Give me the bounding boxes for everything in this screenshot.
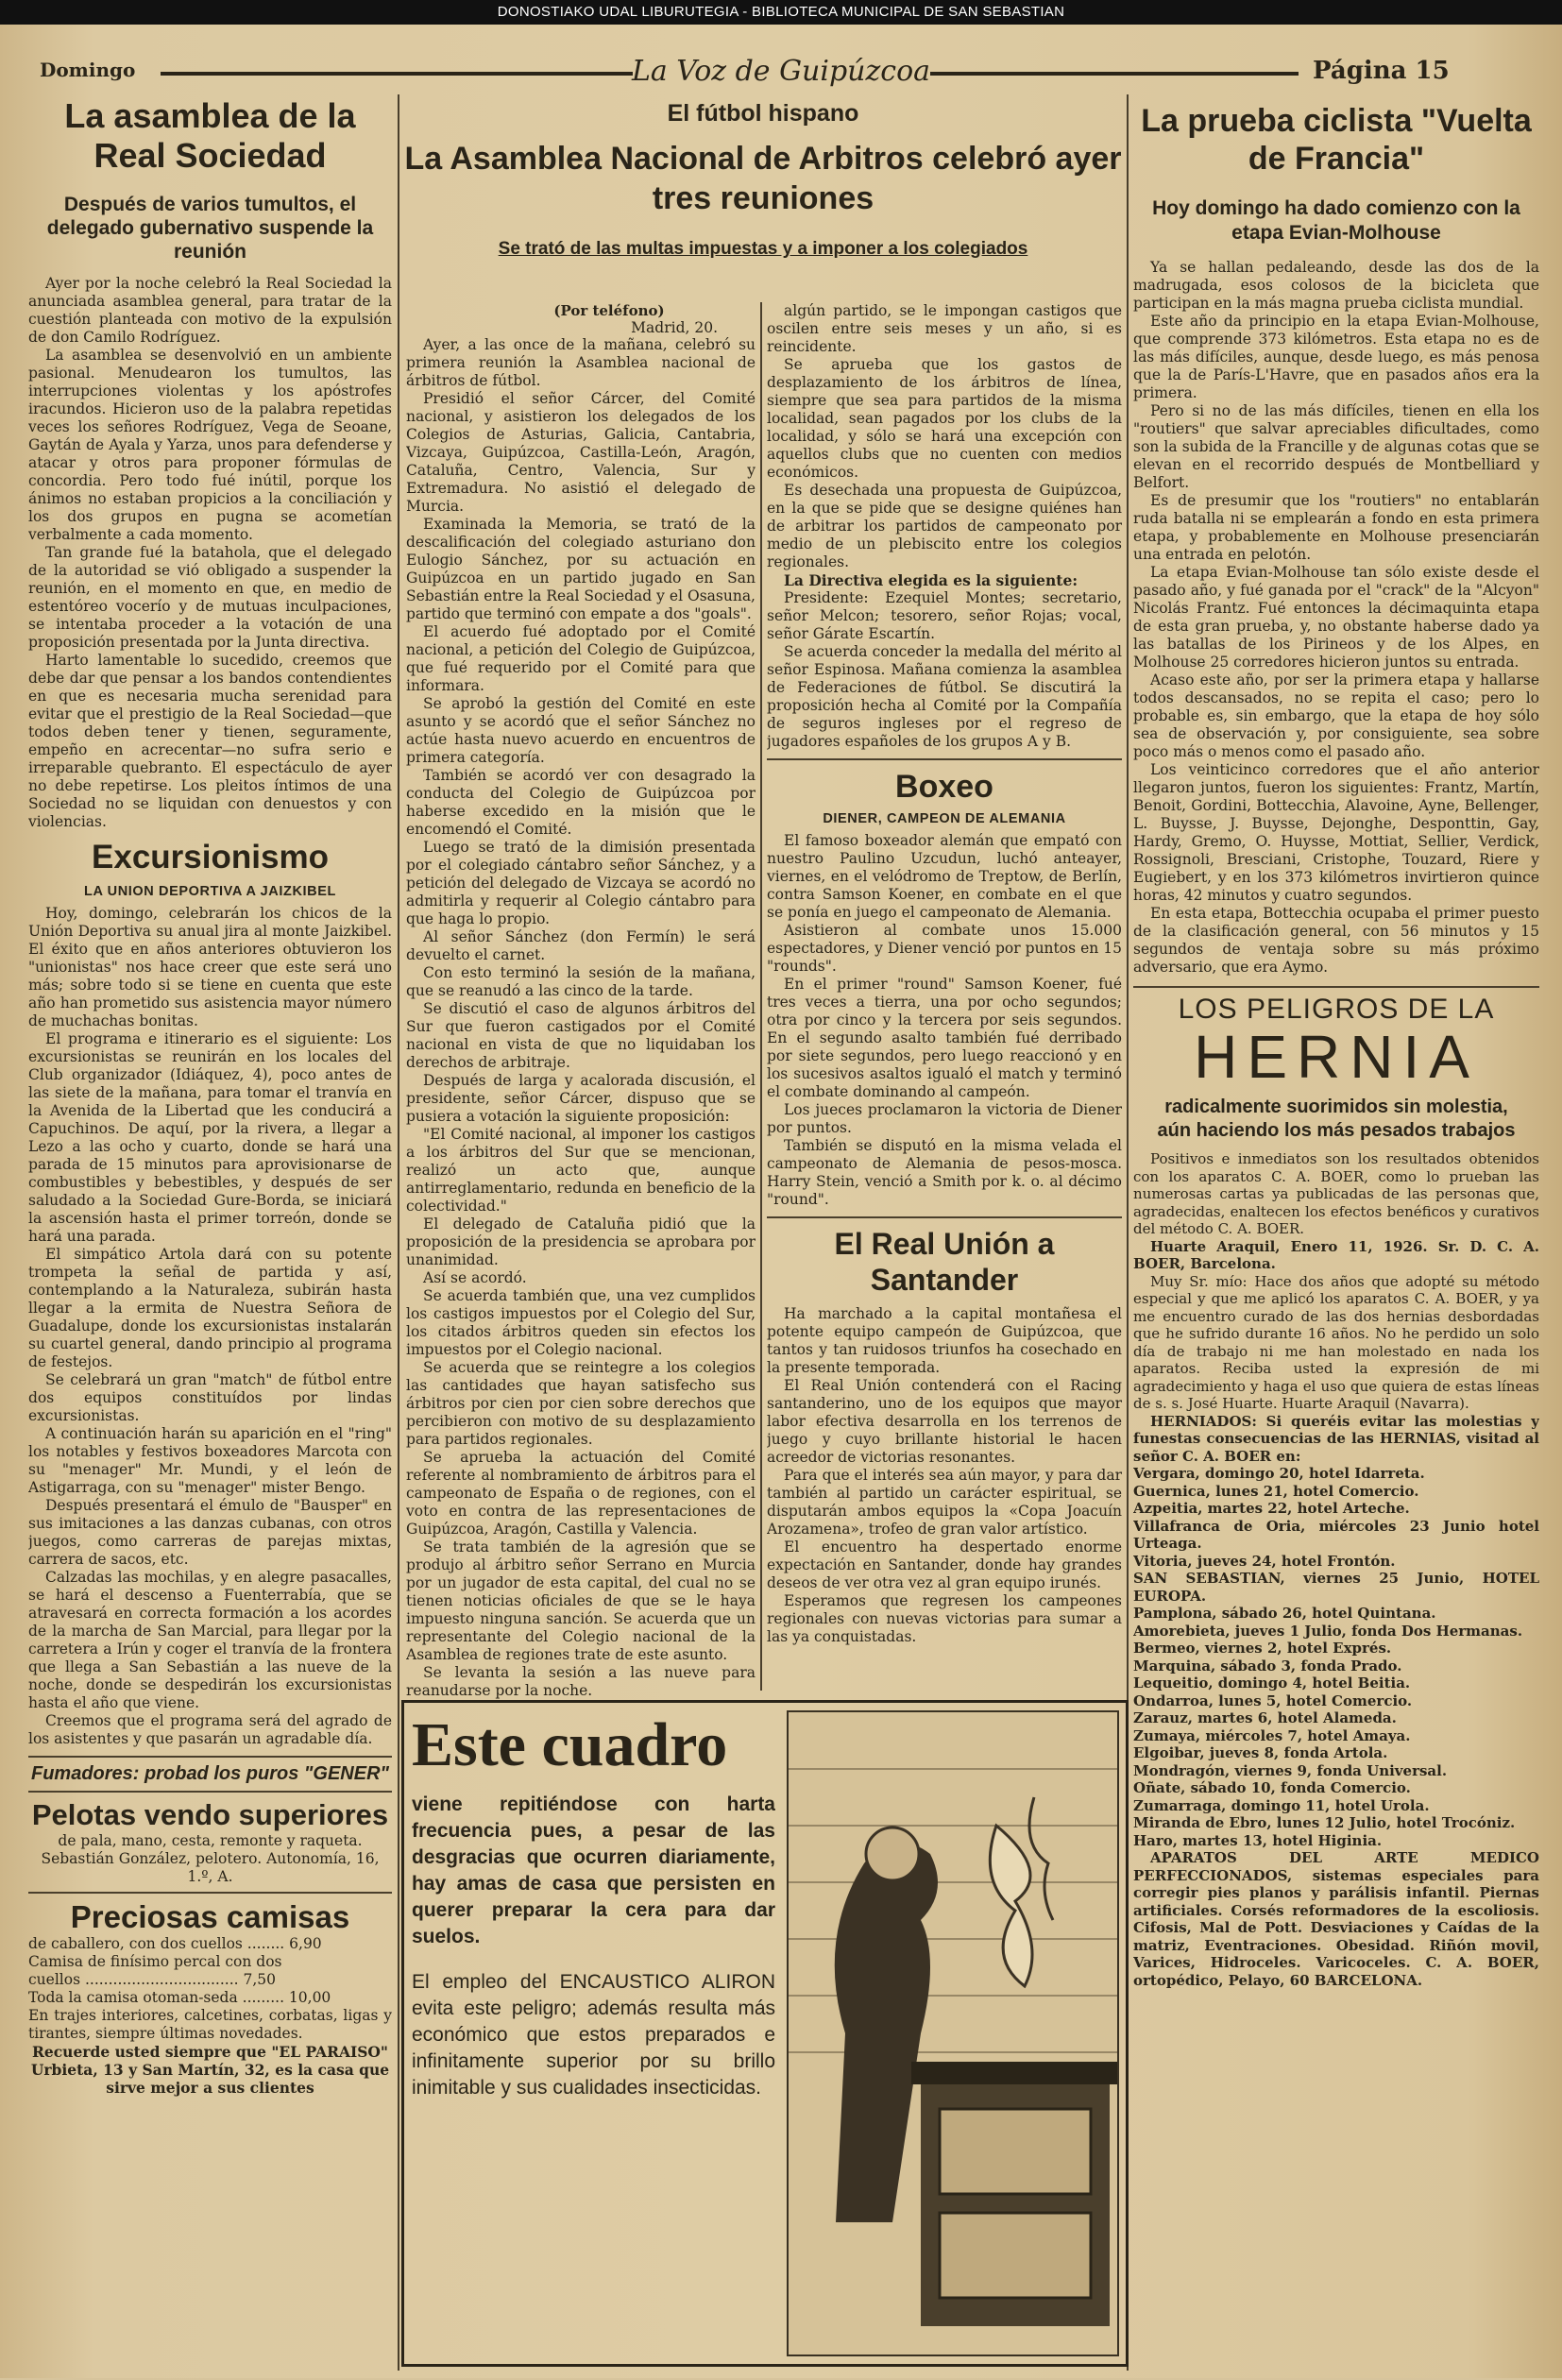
ad-line: de caballero, con dos cuellos ........ 6,90 — [28, 1935, 322, 1952]
column-2 — [406, 302, 756, 1700]
library-banner: DONOSTIAKO UDAL LIBURUTEGIA - BIBLIOTECA MUNICIPAL DE SAN SEBASTIAN — [0, 0, 1562, 25]
article-vuelta-francia — [1133, 259, 1539, 977]
ad-line: Zarauz, martes 6, hotel Alameda. — [1133, 1709, 1397, 1726]
article-real-union — [767, 1305, 1122, 1646]
ad-line: Miranda de Ebro, lunes 12 Julio, hotel Trocóniz. — [1133, 1814, 1516, 1831]
ad-line: Guernica, lunes 21, hotel Comercio. — [1133, 1482, 1419, 1500]
paragraph: Examinada la Memoria, se trató de la descalificación del colegiado asturiano don Eulogio Sánchez, por su actuación en Guipúzcoa en un partido jugado en San Sebastián entre la Real Sociedad y el Osasuna, partido que terminó con empate a dos "goals". — [406, 516, 756, 622]
paragraph: Es de presumir que los "routiers" no entablarán ruda batalla ni se emplearán a fondo en esta primera etapa, y probablemente en Molhouse presenciarán una entrada en pelotón. — [1133, 492, 1539, 563]
headline-real-union: El Real Unión a Santander — [834, 1227, 1055, 1297]
paragraph: El acuerdo fué adoptado por el Comité nacional, a petición del Colegio de Guipúzcoa, que fué requerido por el Comité para que informara. — [406, 623, 756, 694]
ad-encaustico-body2: El empleo del ENCAUSTICO ALIRON evita este peligro; además resulta más económico que estos preparados e infinitamente superior por su brillo inimitable y sus cualidades insecticidas. — [412, 1971, 775, 2099]
ad-line: Villafranca de Oria, miércoles 23 Junio hotel Urteaga. — [1133, 1517, 1539, 1552]
paragraph: Los jueces proclamaron la victoria de Diener por puntos. — [767, 1101, 1122, 1136]
headline-vuelta-francia: La prueba ciclista "Vuelta de Francia" — [1141, 103, 1532, 177]
ad-hernia-title-2: HERNIA — [1194, 1023, 1479, 1091]
paragraph: APARATOS DEL ARTE MEDICO PERFECCIONADOS, sistemas especiales para corregir pies planos y parálisis infantil. Piernas artificiales. Corsés reformadores de la escoliosis. Cifosis, Mal de Pott. Desviaciones y Caídas de la matriz, Eventraciones. Obesidad. Riñón movil, Varices, Hidroceles. Varicoceles. C. A. BOER, ortopédico, Pelayo, 60 BARCELONA. — [1133, 1849, 1539, 1989]
ad-line: Marquina, sábado 3, fonda Prado. — [1133, 1657, 1402, 1674]
headline-boxeo: Boxeo — [895, 769, 993, 805]
paragraph: Se acuerda conceder la medalla del mérito al señor Espinosa. Mañana comienza la asamblea de Federaciones de fútbol. Se discutirá la proposición hecha al Comité por la Compañía de seguros ingleses por el regreso de jugadores españoles de los grupos A y B. — [767, 643, 1122, 750]
paragraph: Este año da principio en la etapa Evian-Molhouse, que comprende 373 kilómetros. Esta etapa no es de las más difíciles, aunque, desde luego, es más penosa que la de París-L'Havre, que en pasados años era la primera. — [1133, 313, 1539, 401]
futbol-header — [404, 94, 1122, 298]
divider — [28, 1791, 392, 1793]
paragraph: Asistieron al combate unos 15.000 espectadores, y Diener venció por puntos en 15 "rounds". — [767, 922, 1122, 975]
ad-encaustico-body1: viene repitiéndose con harta frecuencia pues, a pesar de las desgracias que ocurren diariamente, hay amas de casa que persisten en querer preparar la cera para dar suelos. — [412, 1794, 775, 1947]
ad-camisas-body — [28, 1935, 392, 2097]
ad-line: SAN SEBASTIAN, viernes 25 Junio, HOTEL EUROPA. — [1133, 1570, 1539, 1605]
ad-line: Pamplona, sábado 26, hotel Quintana. — [1133, 1605, 1436, 1622]
paragraph: Se levanta la sesión a las nueve para reanudarse por la noche. — [406, 1664, 756, 1699]
article-boxeo — [767, 832, 1122, 1209]
paragraph: La etapa Evian-Molhouse tan sólo existe desde el pasado año, y fué ganada por el "crack" de la "Alcyon" Nicolás Frantz. Fué entonces la décimaquinta etapa de esta gran prueba, y, no obstante haberse dado ya las batallas de los Pirineos y de los Alpes, en Molhouse 25 corredores hicieron juntos su entrada. — [1133, 564, 1539, 671]
subheadline-real-sociedad: Después de varios tumultos, el delegado gubernativo suspende la reunión — [46, 194, 374, 263]
paragraph: Acaso este año, por ser la primera etapa y hallarse todos descansados, no se repita el caso; pero lo probable es, sin embargo, que la etapa de hoy sólo sea de observación y, por consiguiente, sea sobre poco más o menos como el pasado año. — [1133, 672, 1539, 760]
ad-illustration — [787, 1710, 1119, 2356]
ad-pelotas-title: Pelotas vendo superiores — [31, 1798, 389, 1831]
paragraph: Se celebrará un gran "match" de fútbol entre dos equipos constituídos por lindas excursionistas. — [28, 1371, 392, 1424]
paragraph: Huarte Araquil, Enero 11, 1926. Sr. D. C. A. BOER, Barcelona. — [1133, 1237, 1539, 1272]
paragraph: Esperamos que regresen los campeones regionales con nuevas victorias para sumar a las ya conquistadas. — [767, 1592, 1122, 1645]
paragraph: Se acuerda también que, una vez cumplidos los castigos impuestos por el Colegio del Sur, los citados árbitros queden sin efectos los impuestos por el Colegio nacional. — [406, 1287, 756, 1358]
paragraph: Creemos que el programa será del agrado de los asistentes y que pasarán un agradable día. — [28, 1712, 392, 1747]
paragraph: Pero si no de las más difíciles, tienen en ella los "routiers" que salvar apreciables dificultades, como son la subida de la Francille y de algunas cotas que se elevan en el recorrido después de Montbelliard y Belfort. — [1133, 402, 1539, 491]
ad-line: Zumaya, miércoles 7, hotel Amaya. — [1133, 1726, 1411, 1744]
ad-line: Toda la camisa otoman-seda ......... 10,00 — [28, 1989, 331, 2006]
newspaper-name: La Voz de Guipúzcoa — [631, 55, 931, 88]
paragraph: También se acordó ver con desagrado la conducta del Colegio de Guipúzcoa por haberse excedido en la misión que le encomendó el Comité. — [406, 767, 756, 838]
paragraph: Ha marchado a la capital montañesa el potente equipo campeón de Guipúzcoa, que tantos y tan ruidosos triunfos ha cosechado en la presente temporada. — [767, 1305, 1122, 1376]
ad-line: Mondragón, viernes 9, fonda Universal. — [1133, 1761, 1448, 1779]
paragraph: Harto lamentable lo sucedido, creemos que debe dar que pensar a los bandos contendientes en que es necesaria mucha serenidad para evitar que el prestigio de la Real Sociedad—que todos deben tener y tienen, seguramente, empeño en acrecentar—no sufra serio e irreparable quebranto. El espectáculo de ayer no debe repetirse. Los pleitos íntimos de una Sociedad no se liquidan con denuestos y con violencias. — [28, 652, 392, 830]
masthead — [0, 55, 1562, 87]
paragraph: Así se acordó. — [423, 1269, 527, 1286]
ad-hernia-body — [1133, 1150, 1539, 1989]
paragraph: La asamblea se desenvolvió en un ambiente pasional. Menudearon los tumultos, las interrupciones violentas y los apóstrofes iracundos. Hicieron uso de la palabra repetidas veces los señores Rodríguez, Vega de Seoane, Gaytán de Ayala y Yarza, unos para defenderse y atacar y otros para proponer fórmulas de concordia. Pero todo fué inútil, porque los ánimos no estaban propicios a la conciliación y los dos grupos en pugna se acometían verbalmente a cada momento. — [28, 347, 392, 543]
paragraph: Se discutió el caso de algunos árbitros del Sur que fueron castigados por el Comité nacional en vista de que no liquidaban los derechos de arbitraje. — [406, 1000, 756, 1071]
paragraph: Se aprueba la actuación del Comité referente al nombramiento de árbitros para el campeonato de España o de regiones, con el voto en contra de las representaciones de Guipúzcoa, Aragón, Castilla y Valencia. — [406, 1449, 756, 1538]
ad-line: Vergara, domingo 20, hotel Idarreta. — [1133, 1465, 1425, 1482]
ad-line: cuellos ................................. 7,50 — [28, 1971, 276, 1988]
divider — [1133, 986, 1539, 988]
place-date: Madrid, 20. — [631, 319, 718, 336]
ad-line: Vitoria, jueves 24, hotel Frontón. — [1133, 1552, 1396, 1570]
paragraph: Luego se trató de la dimisión presentada por el colegiado cántabro señor Sánchez, y a petición del delegado de Vizcaya se acordó no admitirla y requerir al Colegio cántabro para que haga lo propio. — [406, 839, 756, 927]
paragraph: El delegado de Cataluña pidió que la proposición de la presidencia se aprobara por unanimidad. — [406, 1216, 756, 1268]
ad-line: Zumarraga, domingo 11, hotel Urola. — [1133, 1796, 1430, 1814]
ad-line: En trajes interiores, calcetines, corbatas, ligas y tirantes, siempre últimas novedades. — [28, 2007, 392, 2042]
paragraph: El encuentro ha despertado enorme expectación en Santander, donde hay grandes deseos de ver otra vez al gran equipo irunés. — [767, 1538, 1122, 1591]
ad-hernia-subtitle: radicalmente suorimidos sin molestia, aún haciendo los más pesados trabajos — [1157, 1096, 1516, 1141]
paragraph: Ya se hallan pedaleando, desde las dos de la madrugada, esos colosos de la bicicleta que participan en la más magna prueba ciclista mundial. — [1133, 259, 1539, 312]
paragraph: Tan grande fué la batahola, que el delegado de la autoridad se vió obligado a suspender la reunión, en el momento en que, en medio de estentóreo vocerío y de mutuas inculpaciones, se intentaba proceder a la votación de una proposición presentada por la Junta directiva. — [28, 544, 392, 651]
paragraph: Calzadas las mochilas, y en alegre pasacalles, se hará el descenso a Fuenterrabía, que se atravesará en correcta formación a los acordes de la marcha de San Marcial, para llegar por la carretera a Irún y coger el tranvía de la frontera que llega a San Sebastián a las nueve de la noche, donde se despedirán los excursionistas hasta el año que viene. — [28, 1569, 392, 1711]
subheadline-arbitros: Se trató de las multas impuestas y a imponer a los colegiados — [498, 239, 1028, 259]
divider — [767, 758, 1122, 760]
paragraph: Se aprobó la gestión del Comité en este asunto y se acordó que el señor Sánchez no actúe hasta nuevo acuerdo en encuentros de primera categoría. — [406, 695, 756, 766]
ad-line: Camisa de finísimo percal con dos — [28, 1953, 282, 1970]
paragraph: A continuación harán su aparición en el "ring" los notables y festivos boxeadores Marcota con su "menager" Mr. Mundi, y el león de Astigarraga, con su "menager" mister Bengo. — [28, 1425, 392, 1496]
ad-hernia-title-1: LOS PELIGROS DE LA — [1178, 994, 1495, 1025]
ad-pelotas-body: de pala, mano, cesta, remonte y raqueta. Sebastián González, pelotero. Autonomía, 16, 1.º, A. — [41, 1832, 380, 1885]
kitchen-fire-illustration — [789, 1712, 1117, 2354]
divider — [28, 1892, 392, 1894]
ad-line: Ondarroa, lunes 5, hotel Comercio. — [1133, 1692, 1413, 1709]
ad-line: Haro, martes 13, hotel Higinia. — [1133, 1831, 1383, 1849]
page-number: Página 15 — [1313, 57, 1450, 85]
subheadline-vuelta-francia: Hoy domingo ha dado comienzo con la etapa Evian-Molhouse — [1152, 197, 1520, 244]
ad-gener: Fumadores: probad los puros "GENER" — [30, 1763, 389, 1784]
subhead-union-deportiva: LA UNION DEPORTIVA A JAIZKIBEL — [84, 884, 336, 899]
article-arbitros-cont — [767, 302, 1122, 751]
paragraph: En el primer "round" Samson Koener, fué tres veces a tierra, una por ocho segundos; otra por cinco y la tercera por seis segundos. En el segundo asalto también fué derribado por siete segundos, pero luego reaccionó y en los sucesivos asaltos igualó el match y terminó el combate dominando al campeón. — [767, 976, 1122, 1100]
column-divider — [398, 94, 399, 2371]
ad-line: Recuerde usted siempre que "EL PARAISO" Urbieta, 13 y San Martín, 32, es la casa que sirve mejor a sus clientes — [30, 2043, 390, 2097]
ad-encaustico — [401, 1700, 1129, 2367]
ad-encaustico-title: Este cuadro — [412, 1710, 728, 1779]
masthead-left: Domingo — [40, 59, 136, 81]
paragraph: El programa e itinerario es el siguiente: Los excursionistas se reunirán en los locales del Club organizador (Idiáquez, 4), poco antes de las siete de la mañana, para tomar el tranvía en la Avenida de la Libertad que les conducirá a Capuchinos. De aquí, por la rivera, a llegar a Lezo a las ocho y cuarto, donde se hará una parada de 15 minutos para aprovisionarse de combustibles y bebestibles, y después de ser saludado a la Sociedad Gure-Borda, se iniciará la ascensión hasta el primer torreón, donde se hará una parada. — [28, 1030, 392, 1245]
paragraph: Se aprueba que los gastos de desplazamiento de los árbitros de línea, siempre que sea para partidos de la misma localidad, sean pagados por los clubs de la localidad, y sólo se hará una excepción con aquellos clubs que no cuenten con medios económicos. — [767, 356, 1122, 481]
paragraph: El Real Unión contenderá con el Racing santanderino, uno de los equipos que mayor labor efectiva desarrolla en los terrenos de juego y cuyo brillante historial le hacen acreedor de victorias resonantes. — [767, 1377, 1122, 1466]
column-divider — [760, 302, 762, 1691]
paragraph: La Directiva elegida es la siguiente: — [784, 571, 1078, 589]
paragraph: Ayer, a las once de la mañana, celebró su primera reunión la Asamblea nacional de árbitros de fútbol. — [406, 336, 756, 389]
subhead-diener: DIENER, CAMPEON DE ALEMANIA — [823, 811, 1066, 826]
ad-line: Amorebieta, jueves 1 Julio, fonda Dos Hermanas. — [1133, 1622, 1523, 1640]
divider — [767, 1216, 1122, 1218]
paragraph: En esta etapa, Bottecchia ocupaba el primer puesto de la clasificación general, con 56 minutos y 15 segundos de ventaja sobre su más próximo adversario, que era Aymo. — [1133, 905, 1539, 976]
paragraph: Para que el interés sea aún mayor, y para dar también al partido un carácter espiritual, se disputarán ambos equipos la «Copa Joacuín Arozamena», trofeo de gran valor artístico. — [767, 1467, 1122, 1538]
paragraph: Positivos e inmediatos son los resultados obtenidos con los aparatos C. A. BOER, como lo prueban las numerosas cartas ya publicadas de las personas que, agradecidas, enaltecen los efectos benéficos y curativos del método C. A. BOER. — [1133, 1150, 1539, 1237]
paragraph: algún partido, se le impongan castigos que oscilen entre seis meses y un año, si es reincidente. — [767, 302, 1122, 355]
paragraph: Después de larga y acalorada discusión, el presidente, señor Cárcer, dispuso que se pusiera a votación la siguiente proposición: — [406, 1072, 756, 1125]
column-3 — [767, 302, 1122, 1700]
paragraph: El famoso boxeador alemán que empató con nuestro Paulino Uzcudun, luchó anteayer, viernes, en el velódromo de Treptow, de Berlín, contra Samson Koener, en combate en el que se ponía en juego el campeonato de Alemania. — [767, 832, 1122, 921]
article-real-sociedad — [28, 275, 392, 831]
headline-arbitros: La Asamblea Nacional de Arbitros celebró ayer tres reuniones — [404, 141, 1122, 216]
masthead-rule-right — [930, 72, 1299, 76]
paragraph: También se disputó en la misma velada el campeonato de Alemania de pesos-mosca. Harry Stein, venció a Smith por k. o. al décimo "round". — [767, 1137, 1122, 1208]
column-1 — [28, 94, 392, 2380]
paragraph: HERNIADOS: Si queréis evitar las molestias y funestas consecuencias de las HERNIAS, visitad al señor C. A. BOER en: — [1133, 1412, 1539, 1465]
paragraph: Después presentará el émulo de "Bausper" en sus imitaciones a las danzas cubanas, con otros juegos, como carreras de parejas mixtas, carrera de sacos, etc. — [28, 1497, 392, 1568]
column-4 — [1133, 94, 1539, 2380]
ad-encaustico-text — [412, 1710, 775, 2353]
paragraph: Con esto terminó la sesión de la mañana, que se reanudó a las cinco de la tarde. — [406, 964, 756, 999]
ad-line: Lequeitio, domingo 4, hotel Beitia. — [1133, 1674, 1411, 1692]
ad-line: Elgoibar, jueves 8, fonda Artola. — [1133, 1744, 1388, 1761]
paragraph: Presidió el señor Cárcer, del Comité nacional, y asistieron los delegados de los Colegios de Asturias, Galicia, Cantabria, Vizcaya, Guipúzcoa, Castilla-León, Aragón, Cataluña, Centro, Valencia, Sur y Extremadura. No asistió el delegado de Murcia. — [406, 390, 756, 515]
article-excursionismo — [28, 905, 392, 1748]
dateline: (Por teléfono) — [553, 302, 665, 319]
paragraph: Se trata también de la agresión que se produjo al árbitro señor Serrano en Murcia por un jugador de esta capital, del cual no se tienen noticias oficiales de que se le haya impuesto ninguna sanción. Se acuerda que un representante del Colegio nacional de la Asamblea de regiones trate de este asunto. — [406, 1538, 756, 1663]
paragraph: Ayer por la noche celebró la Real Sociedad la anunciada asamblea general, para tratar de la cuestión planteada con motivo de la expulsión de don Camilo Rodríguez. — [28, 275, 392, 346]
kicker-futbol: El fútbol hispano — [667, 100, 859, 127]
ad-line: Bermeo, viernes 2, hotel Exprés. — [1133, 1640, 1392, 1657]
paragraph: Se acuerda que se reintegre a los colegios las cantidades que hayan satisfecho sus árbitros por cien por cien sobre derechos que percibieron con motivo de su desplazamiento para partidos regionales. — [406, 1359, 756, 1448]
ad-camisas-title: Preciosas camisas — [70, 1899, 350, 1934]
paragraph: Hoy, domingo, celebrarán los chicos de la Unión Deportiva su anual jira al monte Jaizkibel. El éxito que en años anteriores obtuvieron los "unionistas" nos hace creer que este será uno más; sobre todo si se tiene en cuenta que este año han prometido sus asistencia mayor número de muchachas bonitas. — [28, 905, 392, 1029]
paragraph: El simpático Artola dará con su potente trompeta la señal de partida y así, contemplando a la Naturaleza, subirán hasta llegar a la ermita de Nuestra Señora de Guadalupe, donde los excursionistas instalarán su cuartel general, dando principio al programa de festejos. — [28, 1246, 392, 1370]
paragraph: "El Comité nacional, al imponer los castigos a los árbitros del Sur que se mencionan, realizó un acto que, aunque antirreglamentario, redunda en beneficio de la colectividad." — [406, 1126, 756, 1215]
paragraph: Al señor Sánchez (don Fermín) le será devuelto el carnet. — [406, 928, 756, 963]
headline-excursionismo: Excursionismo — [92, 839, 329, 876]
headline-real-sociedad: La asamblea de la Real Sociedad — [64, 96, 356, 175]
divider — [28, 1756, 392, 1758]
article-arbitros — [406, 336, 756, 1700]
paragraph: Muy Sr. mío: Hace dos años que adopté su método especial y que me aplicó los aparatos C. A. BOER, y ya me encuentro curado de las dos hernias desbordadas que he sufrido durante 16 años. No he perdido un solo día de trabajo ni me han molestado en nada los aparatos. Reciba usted la expresión de mi agradecimiento y haga el uso que quiera de estas líneas de s. s. José Huarte. Huarte Araquil (Navarra). — [1133, 1272, 1539, 1412]
paragraph: Presidente: Ezequiel Montes; secretario, señor Melcon; tesorero, señor Rojas; vocal, señor Gárate Escartín. — [767, 589, 1122, 642]
ad-line: Azpeitia, martes 22, hotel Arteche. — [1133, 1500, 1410, 1517]
ad-line: Oñate, sábado 10, fonda Comercio. — [1133, 1779, 1411, 1796]
paragraph: Es desechada una propuesta de Guipúzcoa, en la que se pide que se designe quiénes han de arbitrar los partidos de campeonato por medio de un plebiscito entre los colegios regionales. — [767, 482, 1122, 570]
paragraph: Los veinticinco corredores que el año anterior llegaron juntos, fueron los siguientes: Frantz, Martín, Benoit, Gordini, Bottecchia, Alavoine, Ayne, Bellenger, L. Buysse, J. Buysse, Dejonghe, Desponttin, Gay, Hardy, Gremo, O. Huysse, Mottiat, Sellier, Verdick, Rossignoli, Bresciani, Cristophe, Touzard, Riere y Eugiebert, y en los 373 kilómetros invirtieron quince horas, 42 minutos y cuatro segundos. — [1133, 761, 1539, 904]
